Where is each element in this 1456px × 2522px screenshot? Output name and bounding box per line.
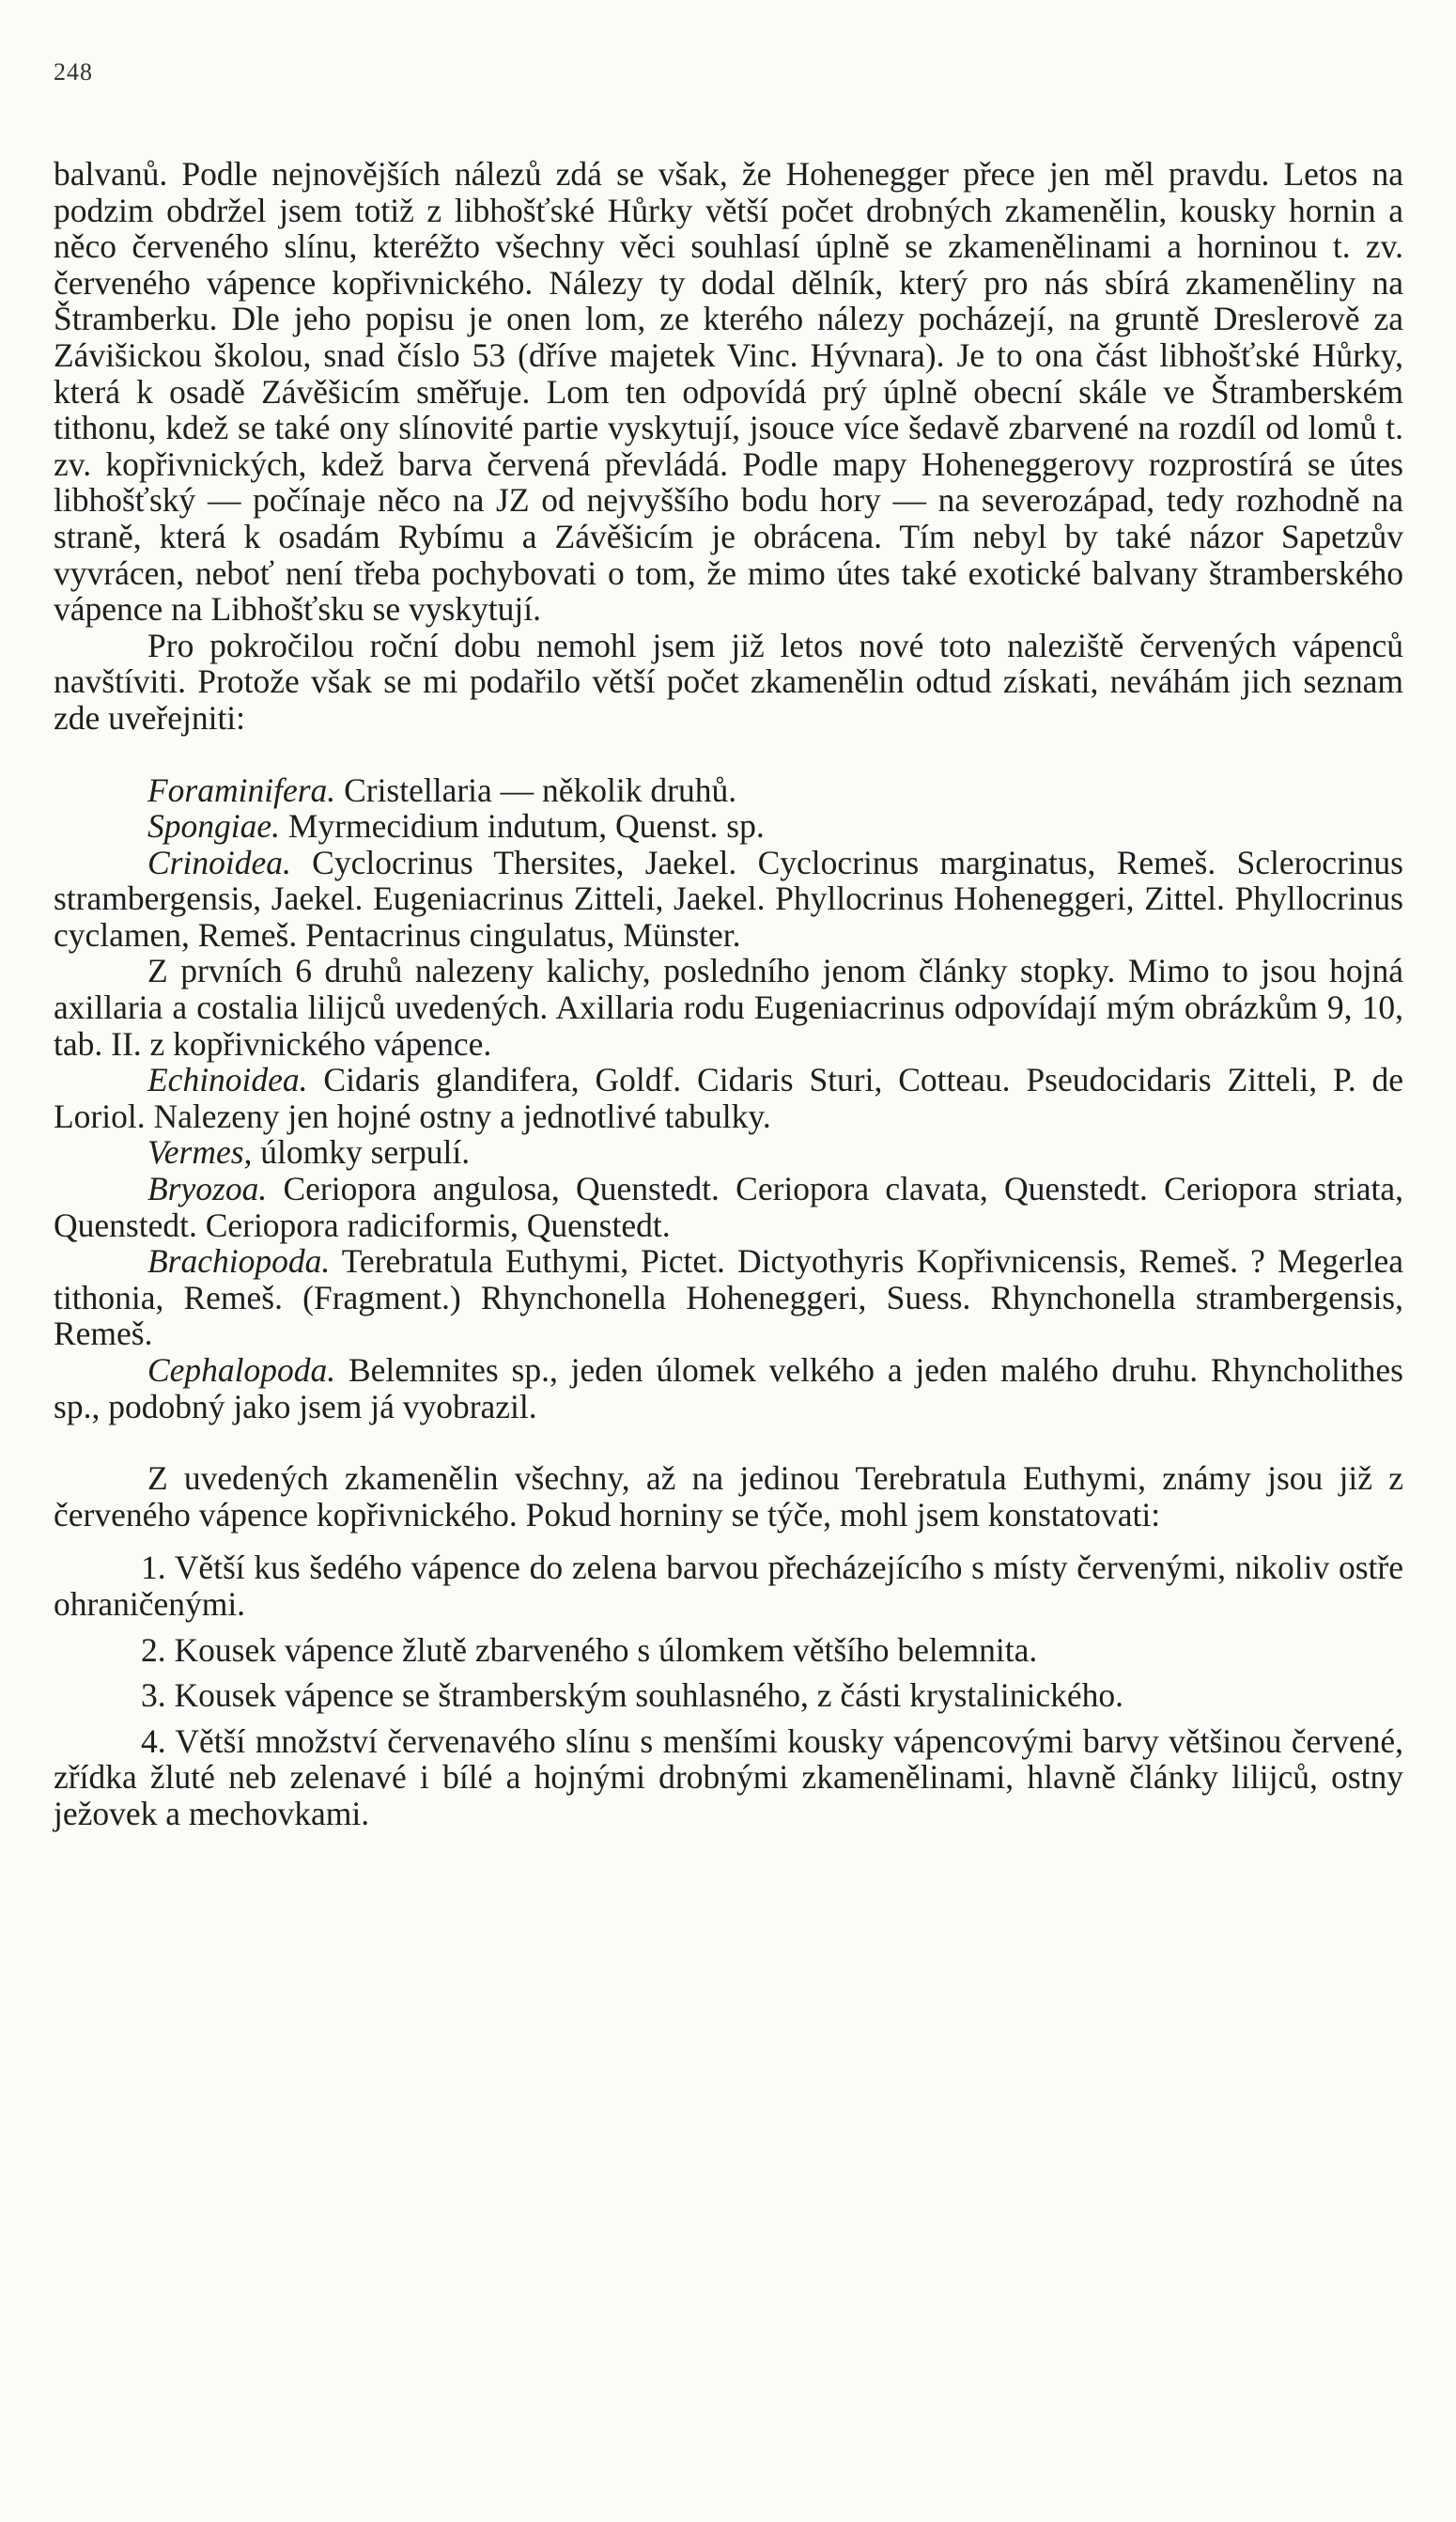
taxon-foraminifera xyxy=(54,772,1403,809)
taxon-group-name: Crinoidea. xyxy=(147,843,291,881)
taxon-species: Myrmecidium indutum, Quenst. sp. xyxy=(280,807,765,846)
paragraph-crinoid-notes: Z prvních 6 druhů nalezeny kalichy, posledního jenom články stopky. Mimo to jsou hojná axillaria a costalia lilijců uvedených. Axillaria rodu Eugeniacrinus odpovídají mým obrázkům 9, 10, tab. II. z kopřivnického vápence. xyxy=(54,952,1403,1063)
taxa-list xyxy=(54,772,1403,1425)
taxon-group-name: Foraminifera. xyxy=(147,771,336,809)
taxon-vermes xyxy=(54,1134,1403,1171)
paragraph-quarry-discovery: balvanů. Podle nejnovějších nálezů zdá se však, že Hohenegger přece jen měl pravdu. Letos na podzim obdržel jsem totiž z libhošťské Hůrky větší počet drobných zkamenělin, kousky hornin a něco červeného slínu, kteréžto všechny věci souhlasí úplně se zkamenělinami a horninou t. zv. červeného vápence kopřivnického. Nálezy ty dodal dělník, který pro nás sbírá zkameněliny na Štramberku. Dle jeho popisu je onen lom, ze kterého nálezy pocházejí, na gruntě Dreslerově za Závišickou školou, snad číslo 53 (dříve majetek Vinc. Hývnara). Je to ona část libhošťské Hůrky, která k osadě Závěšicím směřuje. Lom ten odpovídá prý úplně obecní skále ve Štramberském tithonu, kdež se také ony slínovité partie vyskytují, jsouce více šedavě zbarvené na rozdíl od lomů t. zv. kopřivnických, kdež barva červená převládá. Podle mapy Hoheneggerovy rozprostírá se útes libhošťský — počínaje něco na JZ od nejvyššího bodu hory — na severozápad, tedy rozhodně na straně, která k osadám Rybímu a Závěšicím je obrácena. Tím nebyl by také názor Sapetzův vyvrácen, neboť není třeba pochybovati o tom, že mimo útes také exotické balvany štramberského vápence na Libhošťsku se vyskytují. xyxy=(54,155,1403,629)
taxon-spongiae xyxy=(54,808,1403,845)
taxon-species: Cyclocrinus Thersites, Jaekel. Cyclocrinus marginatus, Remeš. Sclerocrinus strambergensis, Jaekel. Eugeniacrinus Zitteli, Jaekel. Phyllocrinus Hoheneggeri, Zittel. Phyllocrinus cyclamen, Remeš. Pentacrinus cingulatus, Münster. xyxy=(54,843,1403,954)
taxon-bryozoa xyxy=(54,1171,1403,1243)
taxon-species: Terebratula Euthymi, Pictet. Dictyothyris Kopřivnicensis, Remeš. ? Megerlea tithonia, Remeš. (Fragment.) Rhynchonella Hoheneggeri, Suess. Rhynchonella strambergensis, Remeš. xyxy=(54,1242,1403,1353)
taxon-cephalopoda xyxy=(54,1352,1403,1424)
taxon-species: Cristellaria — několik druhů. xyxy=(335,771,737,809)
paragraph-rocks-intro: Z uvedených zkamenělin všechny, až na jedinou Terebratula Euthymi, známy jsou již z červeného vápence kopřivnického. Pokud horniny se týče, mohl jsem konstatovati: xyxy=(54,1459,1403,1533)
taxon-group-name: Spongiae. xyxy=(147,807,280,846)
paragraph-intro-list: Pro pokročilou roční dobu nemohl jsem již letos nové toto naleziště červených vápenců navštíviti. Protože však se mi podařilo větší počet zkamenělin odtud získati, neváhám jich seznam zde uveřejniti: xyxy=(54,626,1403,737)
rock-list-item: 2. Kousek vápence žlutě zbarveného s úlomkem většího belemnita. xyxy=(141,1630,1038,1669)
page-body xyxy=(54,156,1403,1832)
taxon-group-name: Echinoidea. xyxy=(147,1061,308,1099)
taxon-species: Belemnites sp., jeden úlomek velkého a jeden malého druhu. Rhyncholithes sp., podobný jako jsem já vyobrazil. xyxy=(54,1351,1403,1425)
taxon-species: Ceriopora angulosa, Quenstedt. Ceriopora clavata, Quenstedt. Ceriopora striata, Quenstedt. Ceriopora radiciformis, Quenstedt. xyxy=(54,1170,1403,1244)
taxon-group-name: Brachiopoda. xyxy=(147,1242,331,1281)
taxon-echinoidea xyxy=(54,1062,1403,1134)
taxon-group-name: Vermes, xyxy=(147,1133,253,1172)
rock-list-item: 1. Větší kus šedého vápence do zelena barvou přecházejícího s místy červenými, nikoliv ostře ohraničenými. xyxy=(54,1549,1403,1623)
taxon-species: úlomky serpulí. xyxy=(252,1133,471,1172)
taxon-crinoidea xyxy=(54,845,1403,954)
rock-list-item: 4. Větší množství červenavého slínu s menšími kousky vápencovými barvy většinou červené, zřídka žluté neb zelenavé i bílé a hojnými drobnými zkamenělinami, hlavně články lilijců, ostny ježovek a mechovkami. xyxy=(54,1721,1403,1832)
taxon-group-name: Bryozoa. xyxy=(147,1170,268,1208)
taxon-species: Cidaris glandifera, Goldf. Cidaris Sturi, Cotteau. Pseudocidaris Zitteli, P. de Loriol. Nalezeny jen hojné ostny a jednotlivé tabulky. xyxy=(54,1061,1403,1135)
page-number: 248 xyxy=(54,58,93,86)
taxon-group-name: Cephalopoda. xyxy=(147,1351,336,1389)
rock-list xyxy=(54,1549,1403,1831)
rock-list-item: 3. Kousek vápence se štramberským souhlasného, z části krystalinického. xyxy=(141,1676,1123,1715)
taxon-brachiopoda xyxy=(54,1243,1403,1352)
